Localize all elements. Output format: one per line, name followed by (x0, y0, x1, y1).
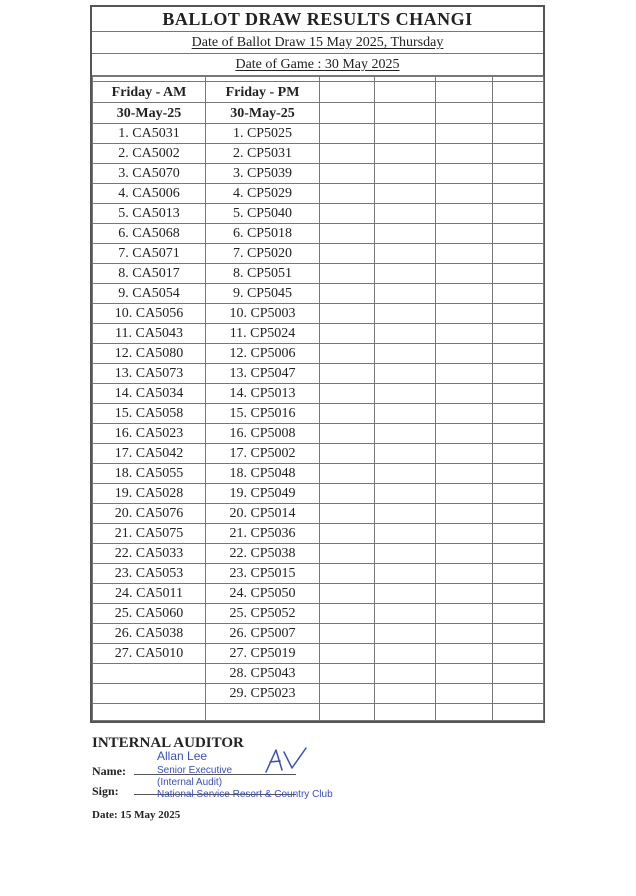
table-row (93, 224, 544, 244)
empty-cell (375, 464, 436, 484)
empty-cell (436, 344, 493, 364)
empty-cell (320, 344, 375, 364)
empty-cell (493, 624, 544, 644)
page-title: BALLOT DRAW RESULTS CHANGI (92, 7, 543, 32)
empty-cell (320, 424, 375, 444)
empty-cell (436, 364, 493, 384)
empty-cell (375, 704, 436, 721)
empty-cell (436, 284, 493, 304)
pm-entry: 12. CP5006 (206, 344, 320, 364)
empty-cell (320, 564, 375, 584)
empty-cell (493, 103, 544, 124)
empty-cell (320, 184, 375, 204)
empty-cell (320, 684, 375, 704)
empty-cell (375, 364, 436, 384)
empty-cell (375, 484, 436, 504)
am-entry: 24. CA5011 (93, 584, 206, 604)
empty-cell (375, 324, 436, 344)
empty-cell (493, 184, 544, 204)
table-row (93, 264, 544, 284)
pm-entry: 2. CP5031 (206, 144, 320, 164)
empty-cell (375, 524, 436, 544)
empty-cell (493, 144, 544, 164)
empty-cell (493, 584, 544, 604)
empty-cell (436, 464, 493, 484)
empty-cell (436, 504, 493, 524)
empty-cell (320, 384, 375, 404)
empty-cell (436, 604, 493, 624)
empty-cell (493, 504, 544, 524)
pm-entry: 10. CP5003 (206, 304, 320, 324)
empty-cell (436, 144, 493, 164)
empty-cell (436, 564, 493, 584)
pm-entry: 15. CP5016 (206, 404, 320, 424)
empty-cell (493, 284, 544, 304)
empty-cell (436, 304, 493, 324)
results-table-body (93, 77, 544, 721)
empty-cell (493, 664, 544, 684)
table-row (93, 504, 544, 524)
am-entry: 10. CA5056 (93, 304, 206, 324)
pm-entry: 24. CP5050 (206, 584, 320, 604)
table-row (93, 204, 544, 224)
table-row (93, 684, 544, 704)
empty-cell (493, 404, 544, 424)
pm-entry: 14. CP5013 (206, 384, 320, 404)
stamp-org: National Service Resort & Country Club (157, 789, 333, 800)
audit-date: Date: 15 May 2025 (92, 809, 181, 821)
empty-cell (375, 164, 436, 184)
empty-cell (320, 364, 375, 384)
empty-cell (320, 324, 375, 344)
pm-entry: 3. CP5039 (206, 164, 320, 184)
empty-cell (320, 464, 375, 484)
am-entry: 3. CA5070 (93, 164, 206, 184)
empty-cell (320, 484, 375, 504)
table-row (93, 624, 544, 644)
table-row (93, 364, 544, 384)
pm-entry: 17. CP5002 (206, 444, 320, 464)
pm-entry: 9. CP5045 (206, 284, 320, 304)
empty-cell (436, 664, 493, 684)
empty-cell (493, 304, 544, 324)
table-row (93, 244, 544, 264)
pm-entry: 22. CP5038 (206, 544, 320, 564)
empty-cell (375, 684, 436, 704)
empty-cell (493, 224, 544, 244)
game-date-text: Date of Game : 30 May 2025 (235, 57, 400, 72)
am-entry: 13. CA5073 (93, 364, 206, 384)
table-row (93, 164, 544, 184)
empty-cell (493, 324, 544, 344)
table-row (93, 604, 544, 624)
empty-cell (436, 324, 493, 344)
empty-cell (375, 404, 436, 424)
empty-cell (493, 344, 544, 364)
empty-cell (320, 524, 375, 544)
am-entry (93, 664, 206, 684)
empty-cell (320, 144, 375, 164)
empty-cell (375, 444, 436, 464)
empty-cell (320, 644, 375, 664)
ballot-results-sheet (90, 5, 545, 723)
am-entry: 6. CA5068 (93, 224, 206, 244)
table-row (93, 284, 544, 304)
am-entry: 16. CA5023 (93, 424, 206, 444)
empty-cell (320, 404, 375, 424)
am-entry: 5. CA5013 (93, 204, 206, 224)
pm-entry: 25. CP5052 (206, 604, 320, 624)
internal-auditor-heading: INTERNAL AUDITOR (92, 735, 244, 751)
empty-cell (375, 424, 436, 444)
am-entry: 27. CA5010 (93, 644, 206, 664)
empty-cell (493, 644, 544, 664)
empty-cell (320, 103, 375, 124)
empty-cell (320, 124, 375, 144)
table-row (93, 664, 544, 684)
table-row (93, 144, 544, 164)
empty-cell (320, 304, 375, 324)
column-header: Friday - AM (93, 82, 206, 103)
table-row (93, 444, 544, 464)
empty-cell (375, 264, 436, 284)
pm-entry: 21. CP5036 (206, 524, 320, 544)
empty-cell (375, 184, 436, 204)
results-table (92, 76, 544, 721)
am-entry: 15. CA5058 (93, 404, 206, 424)
am-entry: 25. CA5060 (93, 604, 206, 624)
am-entry: 9. CA5054 (93, 284, 206, 304)
pm-entry: 11. CP5024 (206, 324, 320, 344)
column-date-row (93, 103, 544, 124)
empty-cell (375, 664, 436, 684)
table-row (93, 644, 544, 664)
pm-entry (206, 704, 320, 721)
empty-cell (375, 284, 436, 304)
signature-mark (262, 746, 310, 776)
am-entry: 22. CA5033 (93, 544, 206, 564)
pm-entry: 13. CP5047 (206, 364, 320, 384)
empty-cell (320, 264, 375, 284)
column-header: Friday - PM (206, 82, 320, 103)
empty-cell (493, 124, 544, 144)
column-date: 30-May-25 (206, 103, 320, 124)
empty-cell (320, 204, 375, 224)
table-row (93, 324, 544, 344)
empty-cell (436, 644, 493, 664)
empty-cell (320, 704, 375, 721)
empty-cell (375, 504, 436, 524)
empty-cell (493, 704, 544, 721)
pm-entry: 19. CP5049 (206, 484, 320, 504)
empty-cell (375, 124, 436, 144)
am-entry: 4. CA5006 (93, 184, 206, 204)
empty-cell (493, 82, 544, 103)
empty-cell (320, 604, 375, 624)
pm-entry: 8. CP5051 (206, 264, 320, 284)
empty-cell (375, 344, 436, 364)
empty-cell (436, 584, 493, 604)
empty-cell (493, 524, 544, 544)
stamp-name: Allan Lee (157, 749, 208, 763)
empty-cell (375, 644, 436, 664)
empty-cell (493, 444, 544, 464)
am-entry: 7. CA5071 (93, 244, 206, 264)
game-date-line (92, 54, 543, 76)
am-entry: 20. CA5076 (93, 504, 206, 524)
empty-cell (493, 264, 544, 284)
empty-cell (320, 164, 375, 184)
pm-entry: 4. CP5029 (206, 184, 320, 204)
empty-cell (493, 424, 544, 444)
empty-cell (493, 684, 544, 704)
pm-entry: 5. CP5040 (206, 204, 320, 224)
am-entry: 21. CA5075 (93, 524, 206, 544)
sign-line (92, 782, 119, 800)
pm-entry: 28. CP5043 (206, 664, 320, 684)
stamp-dept: (Internal Audit) (157, 777, 223, 788)
pm-entry: 20. CP5014 (206, 504, 320, 524)
table-row (93, 564, 544, 584)
am-entry: 12. CA5080 (93, 344, 206, 364)
empty-cell (436, 424, 493, 444)
table-row (93, 484, 544, 504)
empty-cell (436, 82, 493, 103)
empty-cell (436, 244, 493, 264)
table-row (93, 304, 544, 324)
empty-cell (493, 604, 544, 624)
table-row (93, 184, 544, 204)
table-row (93, 344, 544, 364)
empty-cell (320, 664, 375, 684)
table-row (93, 384, 544, 404)
empty-cell (436, 704, 493, 721)
empty-cell (375, 103, 436, 124)
pm-entry: 7. CP5020 (206, 244, 320, 264)
sign-label: Sign: (92, 784, 119, 798)
empty-cell (436, 164, 493, 184)
am-entry: 2. CA5002 (93, 144, 206, 164)
empty-cell (436, 103, 493, 124)
empty-cell (493, 484, 544, 504)
empty-cell (436, 404, 493, 424)
empty-cell (375, 564, 436, 584)
table-row (93, 584, 544, 604)
table-row (93, 404, 544, 424)
empty-cell (493, 544, 544, 564)
empty-cell (436, 204, 493, 224)
table-row (93, 424, 544, 444)
empty-cell (493, 244, 544, 264)
empty-cell (320, 224, 375, 244)
empty-cell (436, 544, 493, 564)
empty-cell (375, 82, 436, 103)
empty-cell (436, 124, 493, 144)
am-entry: 17. CA5042 (93, 444, 206, 464)
empty-cell (493, 464, 544, 484)
am-entry: 8. CA5017 (93, 264, 206, 284)
am-entry: 11. CA5043 (93, 324, 206, 344)
empty-cell (375, 604, 436, 624)
am-entry: 1. CA5031 (93, 124, 206, 144)
table-row (93, 464, 544, 484)
table-row (93, 524, 544, 544)
empty-cell (436, 624, 493, 644)
empty-cell (320, 624, 375, 644)
pm-entry: 29. CP5023 (206, 684, 320, 704)
empty-cell (375, 304, 436, 324)
pm-entry: 18. CP5048 (206, 464, 320, 484)
am-entry: 26. CA5038 (93, 624, 206, 644)
pm-entry: 26. CP5007 (206, 624, 320, 644)
empty-cell (320, 544, 375, 564)
empty-cell (375, 544, 436, 564)
am-entry: 18. CA5055 (93, 464, 206, 484)
pm-entry: 16. CP5008 (206, 424, 320, 444)
ballot-date-line (92, 32, 543, 54)
empty-cell (436, 224, 493, 244)
empty-cell (320, 584, 375, 604)
empty-cell (375, 624, 436, 644)
empty-cell (375, 224, 436, 244)
empty-cell (320, 82, 375, 103)
pm-entry: 6. CP5018 (206, 224, 320, 244)
empty-cell (493, 364, 544, 384)
stamp-role: Senior Executive (157, 765, 233, 776)
empty-cell (320, 244, 375, 264)
empty-cell (436, 264, 493, 284)
empty-cell (436, 184, 493, 204)
am-entry: 23. CA5053 (93, 564, 206, 584)
empty-cell (493, 164, 544, 184)
ballot-date-text: Date of Ballot Draw 15 May 2025, Thursday (191, 35, 444, 50)
am-entry (93, 684, 206, 704)
empty-cell (375, 584, 436, 604)
am-entry: 14. CA5034 (93, 384, 206, 404)
empty-cell (436, 684, 493, 704)
empty-cell (375, 384, 436, 404)
table-row (93, 124, 544, 144)
empty-cell (493, 204, 544, 224)
empty-cell (375, 204, 436, 224)
empty-cell (493, 564, 544, 584)
am-entry (93, 704, 206, 721)
column-header-row (93, 82, 544, 103)
empty-cell (493, 384, 544, 404)
pm-entry: 27. CP5019 (206, 644, 320, 664)
empty-cell (436, 444, 493, 464)
pm-entry: 23. CP5015 (206, 564, 320, 584)
table-row (93, 544, 544, 564)
empty-cell (436, 384, 493, 404)
name-line (92, 762, 126, 780)
empty-cell (320, 504, 375, 524)
pm-entry: 1. CP5025 (206, 124, 320, 144)
column-date: 30-May-25 (93, 103, 206, 124)
empty-cell (375, 244, 436, 264)
am-entry: 19. CA5028 (93, 484, 206, 504)
table-row (93, 704, 544, 721)
empty-cell (436, 484, 493, 504)
name-label: Name: (92, 764, 126, 778)
empty-cell (436, 524, 493, 544)
empty-cell (375, 144, 436, 164)
empty-cell (320, 444, 375, 464)
empty-cell (320, 284, 375, 304)
